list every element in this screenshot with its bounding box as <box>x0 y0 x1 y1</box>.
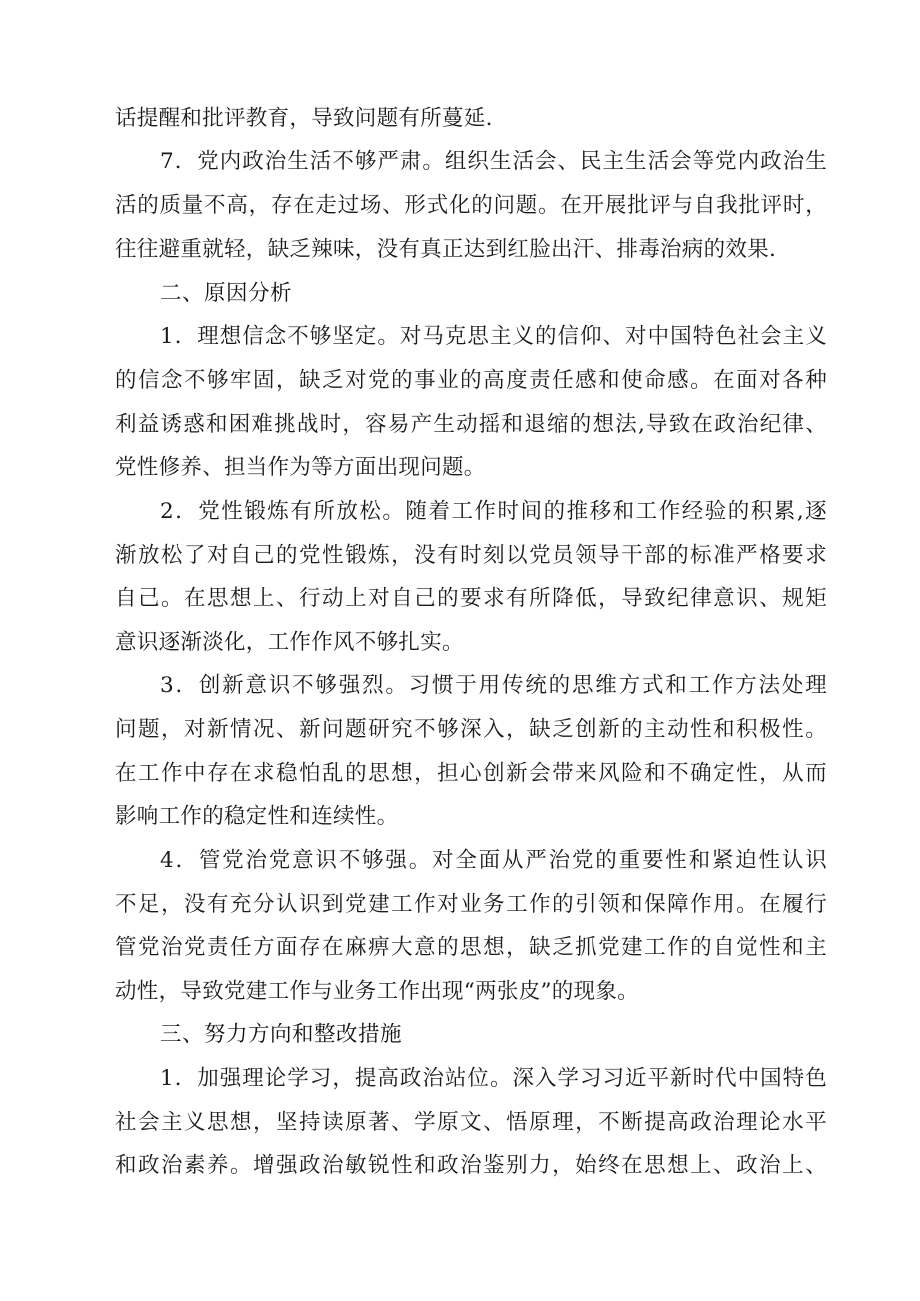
paragraph-line: 意识逐渐淡化，工作作风不够扎实。 <box>115 630 464 655</box>
paragraph-line: 问题，对新情况、新问题研究不够深入，缺乏创新的主动性和积极性。 <box>115 717 827 742</box>
paragraph-line: 往往避重就轻，缺乏辣味，没有真正达到红脸出汗、排毒治病的效果. <box>115 237 777 262</box>
paragraph-line: 影响工作的稳定性和连续性。 <box>115 804 399 829</box>
paragraph-line: 的信念不够牢固，缺乏对党的事业的高度责任感和使命感。在面对各种 <box>115 368 827 393</box>
paragraph-line: 渐放松了对自己的党性锻炼，没有时刻以党员领导干部的标准严格要求 <box>115 543 827 568</box>
paragraph-line: 1．理想信念不够坚定。对马克思主义的信仰、对中国特色社会主义 <box>160 324 827 349</box>
paragraph-line: 党性修养、担当作为等方面出现问题。 <box>115 455 486 480</box>
paragraph-line: 在工作中存在求稳怕乱的思想，担心创新会带来风险和不确定性，从而 <box>115 761 827 786</box>
paragraph-line: 活的质量不高，存在走过场、形式化的问题。在开展批评与自我批评时， <box>115 193 827 218</box>
section-heading: 二、原因分析 <box>160 281 293 306</box>
paragraph-line: 话提醒和批评教育，导致问题有所蔓延. <box>115 106 493 131</box>
paragraph-line: 7．党内政治生活不够严肃。组织生活会、民主生活会等党内政治生 <box>160 149 827 174</box>
paragraph-line: 1．加强理论学习，提高政治站位。深入学习习近平新时代中国特色 <box>160 1066 827 1091</box>
paragraph-line: 管党治党责任方面存在麻痹大意的思想，缺乏抓党建工作的自觉性和主 <box>115 935 827 960</box>
paragraph-line: 和政治素养。增强政治敏锐性和政治鉴别力，始终在思想上、政治上、 <box>115 1153 827 1178</box>
paragraph-line: 3．创新意识不够强烈。习惯于用传统的思维方式和工作方法处理 <box>160 673 827 698</box>
paragraph-line: 4．管党治党意识不够强。对全面从严治党的重要性和紧迫性认识 <box>160 848 827 873</box>
paragraph-line: 不足，没有充分认识到党建工作对业务工作的引领和保障作用。在履行 <box>115 892 827 917</box>
paragraph-line: 自己。在思想上、行动上对自己的要求有所降低，导致纪律意识、规矩 <box>115 586 827 611</box>
paragraph-line: 社会主义思想，坚持读原著、学原文、悟原理，不断提高政治理论水平 <box>115 1110 827 1135</box>
paragraph-line: 利益诱惑和困难挑战时，容易产生动摇和退缩的想法,导致在政治纪律、 <box>115 412 827 437</box>
paragraph-line: 动性，导致党建工作与业务工作出现“两张皮”的现象。 <box>115 979 639 1004</box>
paragraph-line: 2．党性锻炼有所放松。随着工作时间的推移和工作经验的积累,逐 <box>160 499 827 524</box>
section-heading: 三、努力方向和整改措施 <box>160 1022 403 1047</box>
